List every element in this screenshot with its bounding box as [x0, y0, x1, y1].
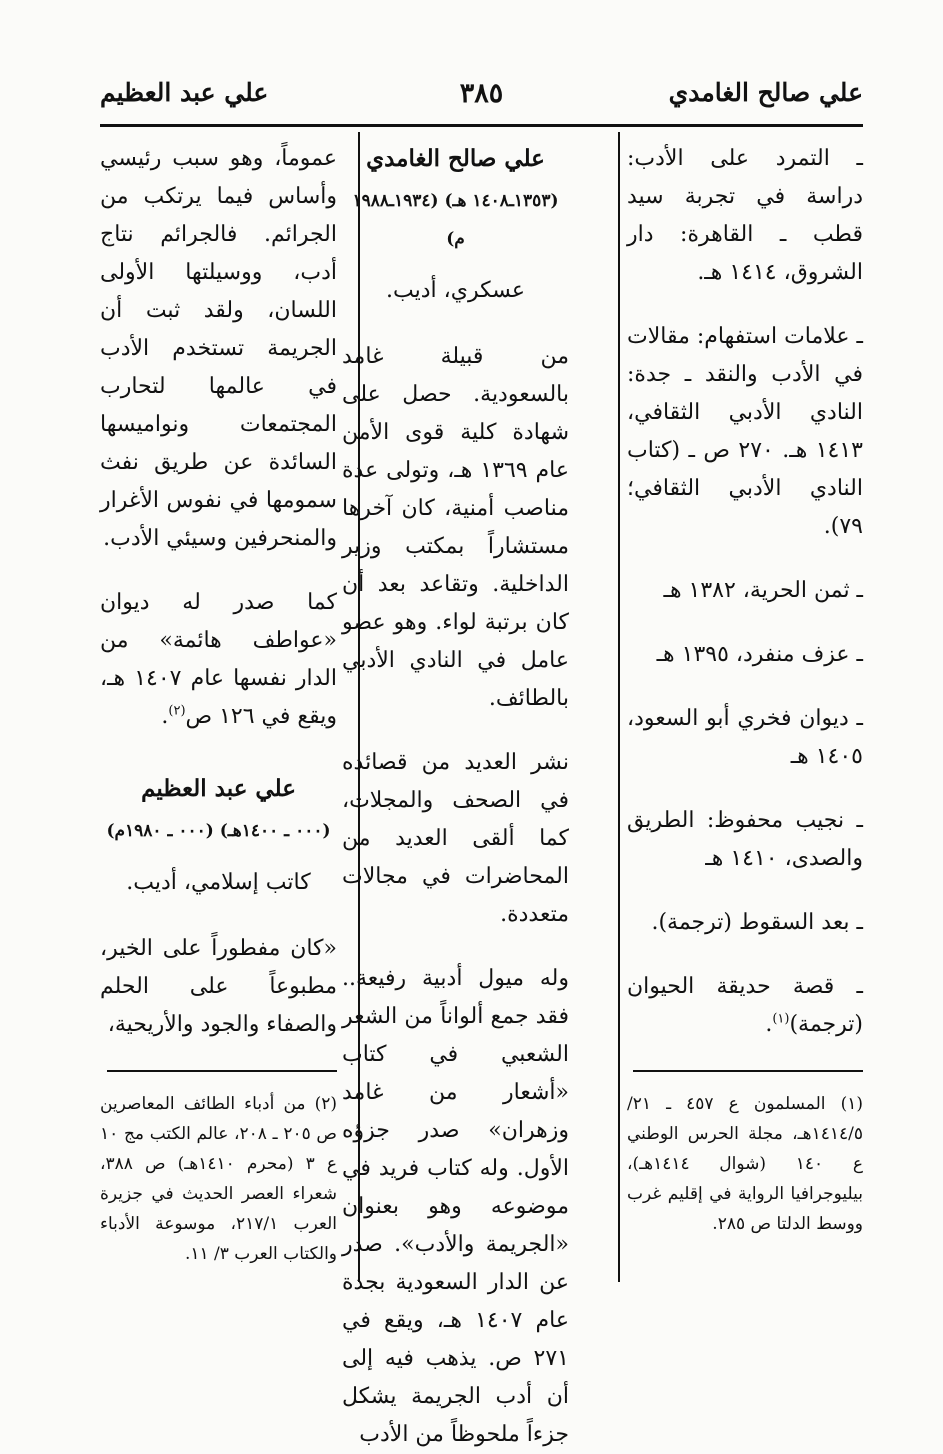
entry-dates: (٠٠٠ ـ ١٤٠٠هـ) (٠٠٠ ـ ١٩٨٠م)	[106, 821, 331, 841]
paragraph: من قبيلة غامد بالسعودية. حصل على شهادة كلية قوى الأمن عام ١٣٦٩ هـ، وتولى عدة مناصب أمنية، كان آخرها مستشاراً بمكتب وزير الداخلية. وتقاعد بعد أن كان برتبة لواء. وهو عضو عامل في النادي الأدبي بالطائف.	[342, 344, 569, 711]
list-item: ـ بعد السقوط (ترجمة).	[651, 910, 863, 935]
entry-title: علي صالح الغامدي	[366, 145, 545, 172]
paragraph: عموماً، وهو سبب رئيسي وأساس فيما يرتكب من الجرائم. فالجرائم نتاج أدب، ووسيلتها الأولى اللسان، ولقد ثبت أن الجريمة تستخدم الأدب في عالمها لتحارب المجتمعات ونواميسها السائدة عن طريق نفث سمومها في نفوس الأغرار والمنحرفين وسيئي الأدب.	[100, 146, 337, 551]
column-divider	[618, 132, 620, 1282]
column-middle	[342, 140, 569, 1447]
list-item: ـ التمرد على الأدب: دراسة في تجربة سيد قطب ـ القاهرة: دار الشروق، ١٤١٤ هـ.	[627, 146, 863, 285]
page-number: ٣٨٥	[459, 78, 504, 109]
column-right	[627, 140, 863, 1279]
entry-title: علي عبد العظيم	[141, 775, 296, 802]
list-item: ـ ثمن الحرية، ١٣٨٢ هـ	[663, 578, 863, 603]
footnote: (١) المسلمون ع ٤٥٧ ـ ٢١/ ١٤١٤/٥هـ، مجلة الحرس الوطني ع ١٤٠ (شوال ١٤١٤هـ)، بيليوجرافيا الرواية في إقليم غرب ووسط الدلتا ص ٢٨٥.	[627, 1094, 863, 1234]
paragraph: كما صدر له ديوان «عواطف هائمة» من الدار نفسها عام ١٤٠٧ هـ، ويقع في ١٢٦ ص$^{(٢)}$.	[100, 590, 337, 729]
header-rule	[100, 124, 863, 127]
entry-role: كاتب إسلامي، أديب.	[126, 870, 311, 895]
running-header	[100, 78, 863, 126]
list-item: ـ ديوان فخري أبو السعود، ١٤٠٥ هـ	[627, 706, 863, 769]
list-item: ـ علامات استفهام: مقالات في الأدب والنقد ـ جدة: النادي الأدبي الثقافي، ١٤١٣ هـ. ٢٧٠ ص ـ (كتاب النادي الأدبي الثقافي؛ ٧٩).	[627, 324, 863, 539]
footnote-ref: (٢)	[168, 703, 186, 719]
paragraph: «كان مفطوراً على الخير، مطبوعاً على الحلم والصفاء والجود والأريحية،	[100, 936, 337, 1037]
header-right-name: علي صالح الغامدي	[668, 78, 863, 107]
list-item: ـ قصة حديقة الحيوان (ترجمة)$^{(١)}$.	[627, 974, 863, 1037]
list-item: ـ نجيب محفوظ: الطريق والصدى، ١٤١٠ هـ	[627, 808, 863, 871]
footnote-rule	[107, 1070, 337, 1072]
footnote-rule	[633, 1070, 863, 1072]
footnote: (٢) من أدباء الطائف المعاصرين ص ٢٠٥ ـ ٢٠٨، عالم الكتب مج ١٠ ع ٣ (محرم ١٤١٠هـ) ص ٣٨٨، شعراء العصر الحديث في جزيرة العرب ٢١٧/١، موسوعة الأدباء والكتاب العرب ٣/ ١١.	[100, 1094, 337, 1264]
column-left	[100, 140, 337, 1279]
header-left-name: علي عبد العظيم	[100, 78, 269, 107]
entry-role: عسكري، أديب.	[386, 278, 525, 303]
list-item: ـ عزف منفرد، ١٣٩٥ هـ	[656, 642, 863, 667]
footnote-ref: (١)	[772, 1011, 790, 1027]
entry-dates: (١٣٥٣ـ١٤٠٨ هـ) (١٩٣٤ـ١٩٨٨ م)	[352, 191, 559, 249]
paragraph: وله ميول أدبية رفيعة.. فقد جمع ألواناً من الشعر الشعبي في كتاب «أشعار من غامد وزهران» صدر جزؤه الأول. وله كتاب فريد في موضوعه وهو بعنوان «الجريمة والأدب». صدر عن الدار السعودية بجدة عام ١٤٠٧ هـ، ويقع في ٢٧١ ص. يذهب فيه إلى أن أدب الجريمة يشكل جزءاً ملحوظاً من الأدب	[342, 966, 569, 1447]
paragraph: نشر العديد من قصائده في الصحف والمجلات، كما ألقى العديد من المحاضرات في مجالات متعددة.	[342, 750, 569, 927]
